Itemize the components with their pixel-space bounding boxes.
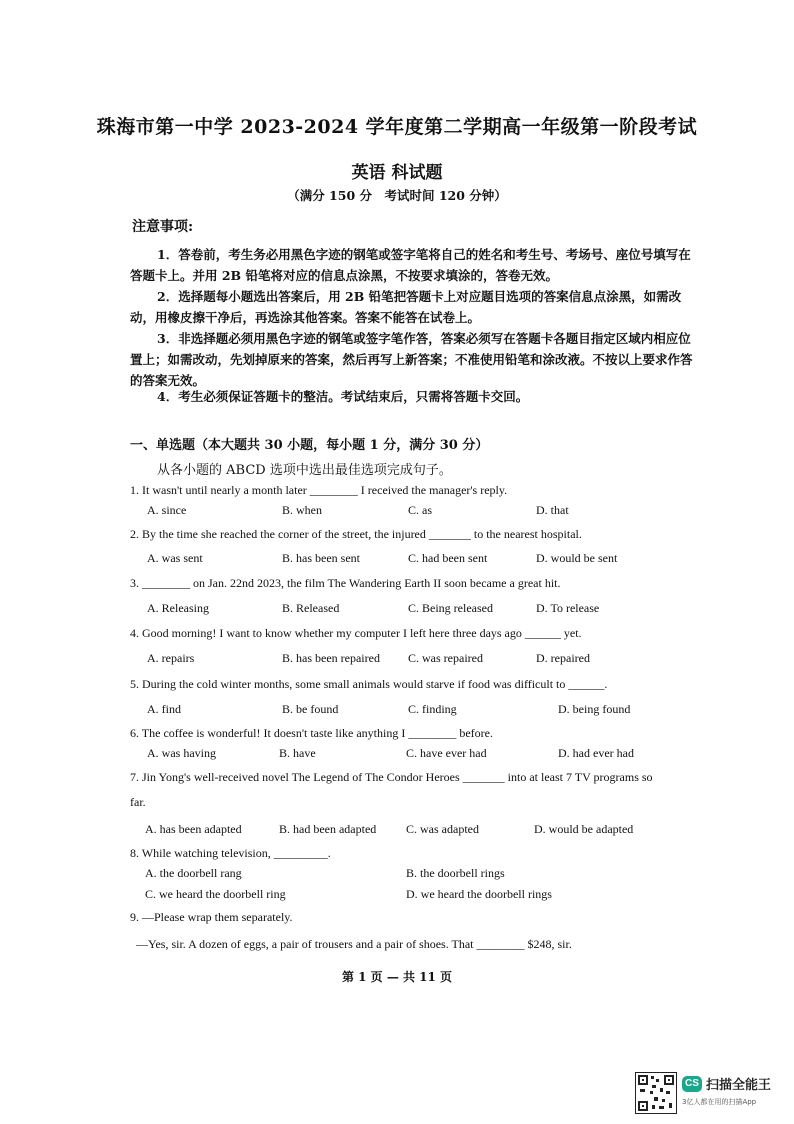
question-text: 3. bbox=[130, 576, 142, 590]
page-footer: 第 1 页 — 共 11 页 bbox=[341, 970, 453, 984]
answer-blank: _______ bbox=[462, 770, 505, 784]
question-text: . bbox=[327, 846, 331, 860]
question-4 bbox=[130, 626, 582, 641]
camscanner-name: 扫描全能王 bbox=[706, 1078, 772, 1093]
question-text: —Yes, sir. A dozen of eggs, a pair of trousers and a pair of shoes. That bbox=[136, 937, 477, 951]
question-text: 4. Good morning! I want to know whether my computer I left here three days ago bbox=[130, 626, 525, 640]
option-d: D. would be sent bbox=[536, 551, 618, 565]
option-b: B. when bbox=[282, 503, 322, 517]
answer-blank: ______ bbox=[524, 626, 561, 640]
question-text: into at least 7 TV programs so bbox=[504, 770, 653, 784]
question-9-reply bbox=[136, 937, 572, 952]
option-d: D. being found bbox=[558, 702, 631, 716]
answer-blank: _______ bbox=[428, 527, 471, 541]
section-heading: 一、单选题（本大题共 30 小题，每小题 1 分，满分 30 分） bbox=[130, 438, 489, 453]
question-7-continued: far. bbox=[130, 795, 146, 809]
option-a: A. was sent bbox=[147, 551, 203, 565]
option-d: D. we heard the doorbell rings bbox=[406, 887, 552, 901]
answer-blank: ________ bbox=[408, 726, 457, 740]
option-a: A. repairs bbox=[147, 651, 195, 665]
notice-item-1: 1．答卷前，考生务必用黑色字迹的钢笔或签字笔将自己的姓名和考生号、考场号、座位号填写在答题卡上。并用 2B 铅笔将对应的信息点涂黑，不按要求填涂的，答卷无效。 bbox=[130, 247, 691, 283]
option-c: C. had been sent bbox=[408, 551, 488, 565]
question-9: 9. —Please wrap them separately. bbox=[130, 910, 293, 924]
question-6 bbox=[130, 726, 493, 741]
option-a: A. has been adapted bbox=[145, 822, 242, 836]
question-text: . bbox=[604, 677, 608, 691]
qr-code-icon bbox=[635, 1072, 677, 1114]
option-a: A. Releasing bbox=[147, 601, 209, 615]
option-b: B. Released bbox=[282, 601, 340, 615]
question-text: 6. The coffee is wonderful! It doesn't taste like anything I bbox=[130, 726, 409, 740]
option-d: D. that bbox=[536, 503, 569, 517]
option-a: A. the doorbell rang bbox=[145, 866, 242, 880]
option-a: A. find bbox=[147, 702, 181, 716]
option-b: B. had been adapted bbox=[279, 822, 377, 836]
option-b: B. the doorbell rings bbox=[406, 866, 505, 880]
question-text: 1. It wasn't until nearly a month later bbox=[130, 483, 310, 497]
option-d: D. To release bbox=[536, 601, 600, 615]
option-b: B. has been sent bbox=[282, 551, 360, 565]
answer-blank: ______ bbox=[568, 677, 605, 691]
option-d: D. would be adapted bbox=[534, 822, 634, 836]
score-time-line: （满分 150 分 考试时间 120 分钟） bbox=[287, 188, 507, 203]
question-3 bbox=[130, 576, 561, 591]
option-c: C. finding bbox=[408, 702, 457, 716]
option-c: C. we heard the doorbell ring bbox=[145, 887, 286, 901]
option-a: A. was having bbox=[147, 746, 216, 760]
exam-subtitle: 英语 科试题 bbox=[351, 163, 443, 183]
option-c: C. was repaired bbox=[408, 651, 483, 665]
option-d: D. had ever had bbox=[558, 746, 634, 760]
question-text: $248, sir. bbox=[524, 937, 572, 951]
question-text: to the nearest hospital. bbox=[470, 527, 582, 541]
question-text: yet. bbox=[560, 626, 582, 640]
option-d: D. repaired bbox=[536, 651, 590, 665]
answer-blank: ________ bbox=[142, 576, 190, 590]
notice-item-4: 4．考生必须保证答题卡的整洁。考试结束后，只需将答题卡交回。 bbox=[157, 389, 529, 404]
question-2 bbox=[130, 527, 582, 542]
question-text: before. bbox=[456, 726, 493, 740]
question-text: 5. During the cold winter months, some small animals would starve if food was difficult to bbox=[130, 677, 569, 691]
option-a: A. since bbox=[147, 503, 187, 517]
option-b: B. has been repaired bbox=[282, 651, 380, 665]
option-c: C. as bbox=[408, 503, 432, 517]
option-c: C. have ever had bbox=[406, 746, 487, 760]
question-text: 7. Jin Yong's well-received novel The Legend of The Condor Heroes bbox=[130, 770, 463, 784]
notice-item-2: 2．选择题每小题选出答案后，用 2B 铅笔把答题卡上对应题目选项的答案信息点涂黑，如需改动，用橡皮擦干净后，再选涂其他答案。答案不能答在试卷上。 bbox=[130, 289, 682, 325]
question-1 bbox=[130, 483, 507, 498]
camscanner-tagline: 3亿人都在用的扫描App bbox=[682, 1098, 757, 1106]
question-text: I received the manager's reply. bbox=[357, 483, 508, 497]
option-c: C. was adapted bbox=[406, 822, 479, 836]
answer-blank: _________ bbox=[273, 846, 328, 860]
question-8 bbox=[130, 846, 331, 861]
question-7 bbox=[130, 770, 653, 785]
option-b: B. be found bbox=[282, 702, 339, 716]
answer-blank: ________ bbox=[476, 937, 525, 951]
question-5 bbox=[130, 677, 607, 692]
camscanner-logo-icon: CS bbox=[682, 1076, 702, 1092]
option-c: C. Being released bbox=[408, 601, 493, 615]
exam-title: 珠海市第一中学 2023-2024 学年度第二学期高一年级第一阶段考试 bbox=[96, 116, 698, 138]
answer-blank: ________ bbox=[309, 483, 358, 497]
question-text: on Jan. 22nd 2023, the film The Wandering Earth II soon became a great hit. bbox=[190, 576, 561, 590]
notice-item-3: 3．非选择题必须用黑色字迹的钢笔或签字笔作答，答案必须写在答题卡各题目指定区域内相应位置上；如需改动，先划掉原来的答案，然后再写上新答案；不准使用铅笔和涂改液。不按以上要求作答的答案无效。 bbox=[130, 331, 693, 388]
question-text: 8. While watching television, bbox=[130, 846, 274, 860]
question-text: 2. By the time she reached the corner of the street, the injured bbox=[130, 527, 429, 541]
notice-heading: 注意事项: bbox=[132, 219, 194, 235]
option-b: B. have bbox=[279, 746, 316, 760]
section-instruction: 从各小题的 ABCD 选项中选出最佳选项完成句子。 bbox=[157, 463, 452, 478]
